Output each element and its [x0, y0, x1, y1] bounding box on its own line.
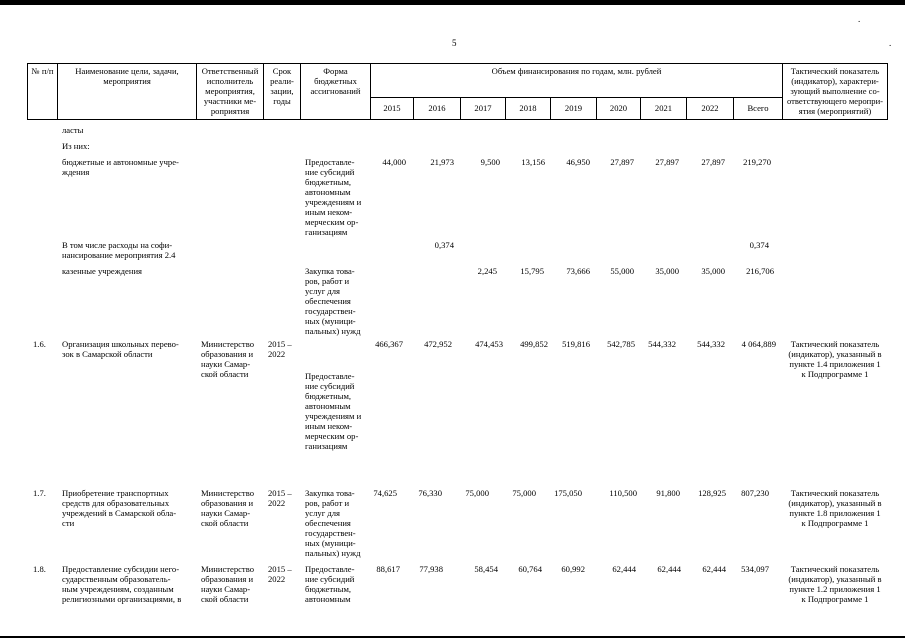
row-form-1-7: Закупка това- ров, работ и услуг для обеспечения государствен- ных (муници- пальных) нужд — [305, 488, 361, 558]
top-border — [0, 0, 905, 5]
row-indicator-1-6: Тактический показатель (индикатор), указанный в пункте 1.4 приложения 1 к Подпрограмме 1 — [788, 339, 882, 379]
row-number: 1.6. — [33, 339, 46, 349]
row-form-state: Закупка това- ров, работ и услуг для обеспечения государствен- ных (муници- пальных) нужд — [305, 266, 361, 336]
row-name-1-6: Организация школьных перево- зок в Самарской области — [62, 339, 179, 359]
row-name-cofinancing: В том числе расходы на софи- нансирование мероприятия 2.4 — [62, 240, 176, 260]
header-year: 2017 — [474, 103, 492, 113]
row-responsible-1-6: Министерство образования и науки Самар- ской области — [201, 339, 254, 379]
header-term: Срок реали- зации, годы — [270, 66, 294, 106]
scan-mark: . — [858, 14, 861, 24]
row-name-state: казенные учреждения — [62, 266, 143, 276]
header-year: 2015 — [383, 103, 401, 113]
row-indicator-1-8: Тактический показатель (индикатор), указанный в пункте 1.2 приложения 1 к Подпрограмме 1 — [788, 564, 882, 604]
header-year: 2016 — [428, 103, 446, 113]
page-number: 5 — [452, 38, 457, 48]
header-year: 2020 — [609, 103, 628, 113]
header-funding: Объем финансирования по годам, млн. рублей — [491, 66, 662, 76]
header-indicator: Тактический показатель (индикатор), характери- зующий выполнение со- ответствующего меропри- ятия (мероприятий) — [786, 66, 884, 116]
bottom-border — [0, 636, 905, 638]
row-indicator-1-7: Тактический показатель (индикатор), указанный в пункте 1.8 приложения 1 к Подпрограмме 1 — [788, 488, 882, 528]
row-term-1-6: 2015 – 2022 — [268, 339, 292, 359]
row-term-1-7: 2015 – 2022 — [268, 488, 292, 508]
row-form-1-8: Предоставле- ние субсидий бюджетным, автономным — [305, 564, 355, 604]
header-year-total: Всего — [747, 103, 769, 113]
row-responsible-1-7: Министерство образования и науки Самар- ской области — [201, 488, 254, 528]
row-name-1-8: Предоставление субсидии него- сударственным образователь- ным учреждениям, созданным религиозными организациями, в — [62, 564, 182, 604]
header-responsible: Ответственный исполнитель мероприятия, участники ме- роприятия — [201, 66, 259, 116]
row-value-cofinancing-total: 0,374 — [749, 240, 769, 250]
row-number: 1.7. — [33, 488, 46, 498]
scan-mark: . — [889, 38, 892, 48]
header-year: 2022 — [701, 103, 719, 113]
header-year: 2021 — [654, 103, 673, 113]
row-name-1-7: Приобретение транспортных средств для образовательных учреждений в Самарской обла- сти — [62, 488, 177, 528]
row-name-budget: бюджетные и автономные учре- ждения — [62, 157, 179, 177]
row-number: 1.8. — [33, 564, 46, 574]
header-year: 2018 — [519, 103, 537, 113]
header-number: № п/п — [31, 66, 54, 76]
header-form: Форма бюджетных ассигнований — [310, 66, 361, 96]
row-responsible-1-8: Министерство образования и науки Самар- ской области — [201, 564, 254, 604]
row-term-1-8: 2015 – 2022 — [268, 564, 292, 584]
header-name: Наименование цели, задачи, мероприятия — [75, 66, 179, 86]
row-text: Из них: — [62, 141, 90, 151]
row-form-1-6: Предоставле- ние субсидий бюджетным, автономным учреждениям и иным неком- мерческим ор- ганизациям — [305, 371, 362, 451]
row-value-cofinancing-2016: 0,374 — [434, 240, 454, 250]
header-year: 2019 — [564, 103, 583, 113]
row-text: ласты — [62, 125, 84, 135]
row-form-budget: Предоставле- ние субсидий бюджетным, автономным учреждениям и иным неком- мерческим ор- ганизациям — [305, 157, 362, 237]
